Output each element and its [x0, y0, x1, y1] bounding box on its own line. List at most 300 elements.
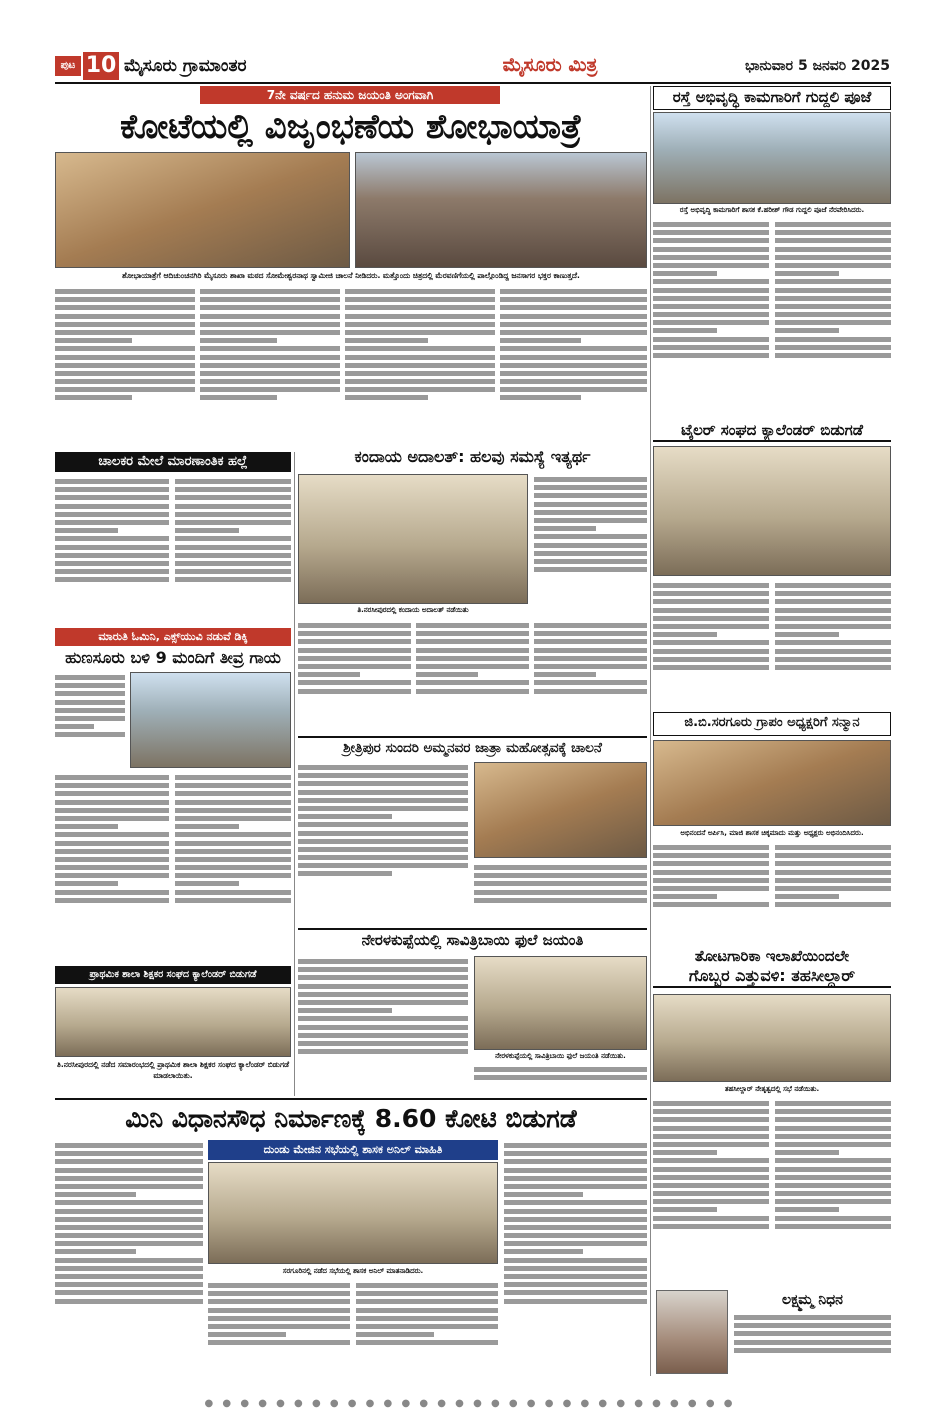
- text-line: [775, 1175, 891, 1180]
- text-line: [500, 314, 647, 319]
- text-line: [55, 371, 195, 376]
- horticulture-photo: [653, 994, 891, 1082]
- text-line: [55, 1274, 203, 1279]
- text-line: [775, 861, 891, 866]
- text-line: [298, 1008, 392, 1013]
- text-line: [775, 1142, 891, 1147]
- text-line: [500, 330, 647, 335]
- accident-body-col1: [55, 772, 169, 962]
- lead-body-col3: [345, 286, 495, 446]
- text-line: [175, 791, 291, 796]
- text-line: [345, 379, 495, 384]
- text-line: [200, 297, 340, 302]
- lead-caption: ಶೋಭಾಯಾತ್ರೆಗೆ ಆದಿಚುಂಚನಗಿರಿ ಮೈಸೂರು ಶಾಖಾ ಮಠದ ಸೋಮೇಶ್ವರನಾಥ ಸ್ವಾಮೀಜಿ ಚಾಲನೆ ನೀಡಿದರು. ಮತ್ತೊಂದು ಚಿತ್ರದಲ್ಲಿ ಮೆರವಣಿಗೆಯಲ್ಲಿ ಪಾಲ್ಗೊಂಡಿದ್ದ ಜನಸಾಗರ ಭಕ್ತರ ಕಾಣುತ್ತದೆ.: [122, 271, 580, 280]
- text-line: [775, 608, 891, 613]
- savitribai-body-col2: [474, 1064, 647, 1094]
- text-line: [653, 1158, 769, 1163]
- text-line: [775, 312, 891, 317]
- text-line: [653, 1167, 769, 1172]
- text-line: [534, 493, 647, 498]
- road-headline: ರಸ್ತೆ ಅಭಿವೃದ್ಧಿ ಕಾಮಗಾರಿಗೆ ಗುದ್ದಲಿ ಪೂಜೆ: [653, 86, 891, 110]
- text-line: [775, 238, 891, 243]
- text-line: [653, 1216, 769, 1221]
- accident-photo: [130, 672, 291, 768]
- text-line: [345, 395, 428, 400]
- section-title: ಮೈಸೂರು ಗ್ರಾಮಾಂತರ: [124, 56, 247, 76]
- text-line: [200, 330, 340, 335]
- text-line: [55, 1151, 203, 1156]
- text-line: [500, 395, 581, 400]
- text-line: [55, 708, 125, 713]
- text-line: [345, 346, 495, 351]
- text-line: [775, 1167, 891, 1172]
- text-line: [474, 1067, 647, 1072]
- jathre-photo: [474, 762, 647, 858]
- text-line: [653, 279, 769, 284]
- text-line: [55, 1217, 203, 1222]
- text-line: [653, 1109, 769, 1114]
- lead-photo-crowd: [355, 152, 647, 268]
- text-line: [55, 577, 169, 582]
- text-line: [653, 247, 769, 252]
- text-line: [775, 1126, 891, 1131]
- text-line: [504, 1233, 647, 1238]
- text-line: [55, 898, 169, 903]
- text-line: [653, 288, 769, 293]
- text-line: [534, 648, 647, 653]
- text-line: [55, 849, 169, 854]
- text-line: [534, 510, 647, 515]
- text-line: [534, 656, 647, 661]
- page-number: 10: [83, 52, 119, 80]
- text-line: [55, 387, 195, 392]
- bottom-caption: ಸರಗೂರಿನಲ್ಲಿ ನಡೆದ ಸಭೆಯಲ್ಲಿ ಶಾಸಕ ಅನಿಲ್ ಮಾತನಾಡಿದರು.: [282, 1267, 424, 1275]
- bottom-body-col2: [208, 1280, 350, 1375]
- text-line: [55, 1225, 203, 1230]
- adalat-body-col1: [298, 620, 411, 730]
- text-line: [55, 1209, 203, 1214]
- text-line: [175, 775, 291, 780]
- text-line: [653, 222, 769, 227]
- text-line: [775, 337, 891, 342]
- text-line: [775, 288, 891, 293]
- text-line: [504, 1274, 647, 1279]
- text-line: [298, 798, 468, 803]
- text-line: [534, 477, 647, 482]
- text-line: [416, 648, 529, 653]
- text-line: [55, 881, 118, 886]
- text-line: [298, 648, 411, 653]
- text-line: [55, 1200, 203, 1205]
- text-line: [775, 271, 839, 276]
- text-line: [55, 808, 169, 813]
- text-line: [298, 855, 468, 860]
- text-line: [653, 640, 769, 645]
- adalat-photo: [298, 474, 528, 604]
- text-line: [653, 328, 717, 333]
- text-line: [500, 371, 647, 376]
- text-line: [653, 624, 769, 629]
- savitribai-photo: [474, 956, 647, 1050]
- text-line: [55, 322, 195, 327]
- text-line: [504, 1241, 647, 1246]
- text-line: [55, 487, 169, 492]
- text-line: [55, 675, 125, 680]
- text-line: [298, 806, 468, 811]
- text-line: [775, 296, 891, 301]
- text-line: [55, 314, 195, 319]
- text-line: [734, 1340, 891, 1345]
- text-line: [775, 1183, 891, 1188]
- text-line: [653, 1183, 769, 1188]
- text-line: [55, 379, 195, 384]
- text-line: [200, 387, 340, 392]
- text-line: [653, 878, 769, 883]
- text-line: [474, 1075, 647, 1080]
- text-line: [298, 664, 411, 669]
- teachers-headline: ಪ್ರಾಥಮಿಕ ಶಾಲಾ ಶಿಕ್ಷಕರ ಸಂಘದ ಕ್ಯಾಲೆಂಡರ್ ಬಿಡುಗಡೆ: [55, 966, 291, 984]
- horticulture-caption: ತಹಸೀಲ್ದಾರ್ ನೇತೃತ್ವದಲ್ಲಿ ಸಭೆ ನಡೆಯಿತು.: [724, 1085, 820, 1093]
- text-line: [55, 569, 169, 574]
- text-line: [175, 495, 291, 500]
- text-line: [345, 330, 495, 335]
- lead-body-col1: [55, 286, 195, 446]
- text-line: [298, 656, 411, 661]
- text-line: [175, 816, 291, 821]
- text-line: [175, 783, 291, 788]
- text-line: [345, 297, 495, 302]
- text-line: [504, 1299, 647, 1304]
- text-line: [734, 1323, 891, 1328]
- text-line: [55, 504, 169, 509]
- text-line: [175, 800, 291, 805]
- text-line: [416, 623, 529, 628]
- text-line: [500, 297, 647, 302]
- text-line: [775, 328, 839, 333]
- adalat-headline: ಕಂದಾಯ ಅದಾಲತ್: ಹಲವು ಸಮಸ್ಯೆ ಇತ್ಯರ್ಥ: [354, 447, 591, 466]
- text-line: [298, 1049, 468, 1054]
- text-line: [653, 263, 769, 268]
- text-line: [775, 353, 891, 358]
- text-line: [55, 724, 94, 729]
- road-caption: ರಸ್ತೆ ಅಭಿವೃದ್ಧಿ ಕಾಮಗಾರಿಗೆ ಶಾಸಕ ಕೆ.ಹರೀಶ್ ಗೌಡ ಗುದ್ದಲಿ ಪೂಜೆ ನೆರವೇರಿಸಿದರು.: [679, 206, 865, 214]
- text-line: [200, 289, 340, 294]
- text-line: [504, 1159, 647, 1164]
- lead-photo-chariot: [55, 152, 350, 268]
- text-line: [534, 680, 647, 685]
- bottom-headline: ಮಿನಿ ವಿಧಾನಸೌಧ ನಿರ್ಮಾಣಕ್ಕೆ 8.60 ಕೋಟಿ ಬಿಡುಗಡೆ: [125, 1104, 577, 1133]
- text-line: [175, 865, 291, 870]
- text-line: [775, 591, 891, 596]
- text-line: [298, 871, 392, 876]
- text-line: [500, 363, 647, 368]
- text-line: [55, 732, 125, 737]
- text-line: [653, 649, 769, 654]
- text-line: [775, 345, 891, 350]
- text-line: [175, 890, 291, 895]
- text-line: [504, 1225, 647, 1230]
- text-line: [504, 1290, 647, 1295]
- text-line: [653, 870, 769, 875]
- text-line: [298, 639, 411, 644]
- tailor-body-col1: [653, 580, 769, 706]
- teachers-photo: [55, 987, 291, 1057]
- text-line: [345, 371, 495, 376]
- text-line: [200, 379, 340, 384]
- jathre-headline: ಶ್ರೀತ್ರಿಪುರ ಸುಂದರಿ ಅಮ್ಮನವರ ಜಾತ್ರಾ ಮಹೋತ್ಸವಕ್ಕೆ ಚಾಲನೆ: [298, 736, 647, 758]
- text-line: [416, 689, 529, 694]
- text-line: [55, 520, 169, 525]
- text-line: [55, 1192, 136, 1197]
- text-line: [775, 640, 891, 645]
- text-line: [55, 783, 169, 788]
- text-line: [775, 1199, 891, 1204]
- text-line: [416, 664, 529, 669]
- text-line: [175, 857, 291, 862]
- text-line: [345, 355, 495, 360]
- honour-caption: ಅಭಿನಂದನೆ ಅರ್ಪಿಸಿ, ಮಾಜಿ ಶಾಸಕ ಚಿಕ್ಕಮಾದು ಮತ್ತು ಅಧ್ಯಕ್ಷರು ಅಭಿನಂದಿಸಿದರು.: [680, 829, 864, 837]
- text-line: [298, 773, 468, 778]
- text-line: [208, 1308, 350, 1313]
- horticulture-headline-1: ತೋಟಗಾರಿಕಾ ಇಲಾಖೆಯಿಂದಲೇ: [694, 947, 850, 965]
- text-line: [500, 322, 647, 327]
- horticulture-body-col1: [653, 1098, 769, 1280]
- text-line: [653, 616, 769, 621]
- text-line: [653, 1150, 717, 1155]
- text-line: [55, 553, 169, 558]
- text-line: [534, 639, 647, 644]
- text-line: [653, 1142, 769, 1147]
- accident-body-col2: [175, 772, 291, 962]
- text-line: [504, 1192, 583, 1197]
- text-line: [534, 689, 647, 694]
- text-line: [775, 886, 891, 891]
- text-line: [55, 791, 169, 796]
- text-line: [208, 1332, 286, 1337]
- text-line: [653, 1191, 769, 1196]
- text-line: [55, 775, 169, 780]
- text-line: [55, 338, 132, 343]
- text-line: [208, 1324, 350, 1329]
- adalat-body-col2: [416, 620, 529, 730]
- text-line: [356, 1316, 498, 1321]
- obituary-headline: ಲಕ್ಷ್ಮಮ್ಮ ನಿಧನ: [782, 1292, 843, 1308]
- text-line: [653, 894, 717, 899]
- text-line: [298, 814, 392, 819]
- text-line: [298, 967, 468, 972]
- text-line: [775, 894, 839, 899]
- text-line: [175, 536, 291, 541]
- obituary-photo: [656, 1290, 728, 1374]
- text-line: [504, 1184, 647, 1189]
- text-line: [175, 881, 239, 886]
- text-line: [356, 1340, 498, 1345]
- text-line: [653, 345, 769, 350]
- text-line: [775, 657, 891, 662]
- text-line: [775, 1191, 891, 1196]
- text-line: [175, 561, 291, 566]
- text-line: [504, 1209, 647, 1214]
- text-line: [356, 1291, 498, 1296]
- text-line: [175, 849, 291, 854]
- text-line: [504, 1200, 647, 1205]
- text-line: [775, 665, 891, 670]
- driver-body-col1: [55, 476, 169, 622]
- text-line: [298, 1025, 468, 1030]
- text-line: [775, 1158, 891, 1163]
- text-line: [298, 992, 468, 997]
- text-line: [55, 395, 132, 400]
- lead-kicker: 7ನೇ ವರ್ಷದ ಹನುಮ ಜಯಂತಿ ಅಂಗವಾಗಿ: [200, 86, 500, 104]
- text-line: [55, 363, 195, 368]
- horticulture-headline-2: ಗೊಬ್ಬರ ಎತ್ತುವಳಿ: ತಹಸೀಲ್ದಾರ್: [653, 966, 891, 988]
- adalat-caption: ತಿ.ನರಸೀಪುರದಲ್ಲಿ ಕಂದಾಯ ಅದಾಲತ್ ನಡೆಯಿತು: [357, 606, 469, 614]
- text-line: [474, 865, 647, 870]
- page-label: ಪುಟ: [55, 56, 81, 76]
- text-line: [298, 790, 468, 795]
- issue-date: ಭಾನುವಾರ 5 ಜನವರಿ 2025: [745, 58, 890, 74]
- text-line: [416, 639, 529, 644]
- text-line: [55, 536, 169, 541]
- text-line: [504, 1249, 583, 1254]
- text-line: [653, 1224, 769, 1229]
- text-line: [55, 1299, 203, 1304]
- tailor-photo: [653, 446, 891, 576]
- text-line: [200, 363, 340, 368]
- road-body-col2: [775, 219, 891, 415]
- text-line: [653, 845, 769, 850]
- jathre-body-col2: [474, 862, 647, 924]
- text-line: [775, 632, 839, 637]
- text-line: [55, 512, 169, 517]
- text-line: [55, 890, 169, 895]
- bottom-story-rule: [55, 1098, 647, 1100]
- text-line: [175, 808, 291, 813]
- text-line: [175, 520, 291, 525]
- text-line: [474, 898, 647, 903]
- text-line: [200, 346, 340, 351]
- savitribai-body: [298, 956, 468, 1092]
- text-line: [653, 902, 769, 907]
- text-line: [175, 545, 291, 550]
- text-line: [653, 353, 769, 358]
- text-line: [775, 878, 891, 883]
- honour-body-col2: [775, 842, 891, 942]
- text-line: [534, 534, 647, 539]
- text-line: [298, 672, 360, 677]
- text-line: [534, 631, 647, 636]
- text-line: [175, 487, 291, 492]
- text-line: [175, 569, 291, 574]
- text-line: [55, 1290, 203, 1295]
- text-line: [775, 870, 891, 875]
- text-line: [55, 824, 118, 829]
- text-line: [55, 1233, 203, 1238]
- obituary-body: [734, 1312, 891, 1374]
- text-line: [55, 1168, 203, 1173]
- text-line: [775, 1101, 891, 1106]
- text-line: [653, 238, 769, 243]
- text-line: [55, 865, 169, 870]
- lead-body-col2: [200, 286, 340, 446]
- text-line: [208, 1291, 350, 1296]
- text-line: [298, 847, 468, 852]
- text-line: [775, 845, 891, 850]
- text-line: [345, 387, 495, 392]
- text-line: [775, 230, 891, 235]
- text-line: [534, 559, 647, 564]
- text-line: [474, 890, 647, 895]
- text-line: [200, 322, 340, 327]
- text-line: [534, 664, 647, 669]
- bottom-photo: [208, 1162, 498, 1264]
- text-line: [775, 583, 891, 588]
- text-line: [653, 296, 769, 301]
- text-line: [55, 683, 125, 688]
- text-line: [653, 583, 769, 588]
- text-line: [775, 247, 891, 252]
- text-line: [55, 1266, 203, 1271]
- text-line: [345, 314, 495, 319]
- text-line: [55, 691, 125, 696]
- text-line: [775, 1109, 891, 1114]
- text-line: [208, 1316, 350, 1321]
- text-line: [653, 1101, 769, 1106]
- text-line: [345, 363, 495, 368]
- text-line: [653, 1207, 717, 1212]
- text-line: [55, 841, 169, 846]
- text-line: [175, 873, 291, 878]
- text-line: [734, 1331, 891, 1336]
- text-line: [200, 314, 340, 319]
- text-line: [416, 656, 529, 661]
- text-line: [55, 1184, 203, 1189]
- text-line: [500, 346, 647, 351]
- text-line: [55, 832, 169, 837]
- text-line: [55, 716, 125, 721]
- text-line: [55, 289, 195, 294]
- text-line: [298, 831, 468, 836]
- adalat-body-col3: [534, 620, 647, 730]
- text-line: [534, 551, 647, 556]
- text-line: [775, 1134, 891, 1139]
- jathre-body-col1: [298, 762, 468, 924]
- text-line: [298, 863, 468, 868]
- text-line: [175, 512, 291, 517]
- text-line: [175, 824, 239, 829]
- text-line: [298, 765, 468, 770]
- text-line: [298, 781, 468, 786]
- text-line: [356, 1299, 498, 1304]
- text-line: [175, 577, 291, 582]
- text-line: [534, 518, 647, 523]
- text-line: [200, 338, 277, 343]
- text-line: [775, 853, 891, 858]
- text-line: [55, 800, 169, 805]
- text-line: [345, 305, 495, 310]
- text-line: [775, 1150, 839, 1155]
- text-line: [200, 305, 340, 310]
- text-line: [298, 1033, 468, 1038]
- text-line: [175, 841, 291, 846]
- text-line: [775, 1216, 891, 1221]
- text-line: [500, 305, 647, 310]
- text-line: [775, 255, 891, 260]
- text-line: [298, 1016, 468, 1021]
- text-line: [55, 528, 118, 533]
- honour-headline: ಜಿ.ಬಿ.ಸರಗೂರು ಗ್ರಾಪಂ ಅಧ್ಯಕ್ಷರಿಗೆ ಸನ್ಮಾನ: [653, 712, 891, 736]
- text-line: [298, 822, 468, 827]
